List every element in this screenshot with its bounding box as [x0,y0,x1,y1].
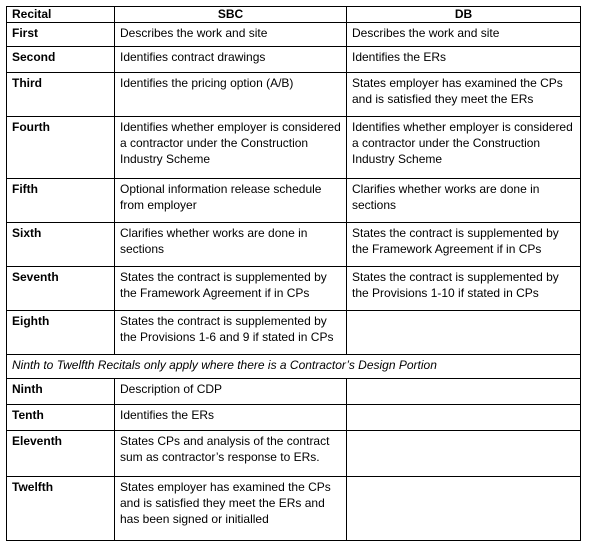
db-cell: Identifies whether employer is considered a contractor under the Construction Industry Scheme [347,117,581,179]
db-cell [347,311,581,355]
design-portion-note-row [7,355,581,379]
recital-label: Tenth [7,405,115,431]
db-cell: Identifies the ERs [347,47,581,73]
sbc-cell: Identifies whether employer is considered a contractor under the Construction Industry Scheme [115,117,347,179]
table-row [7,267,581,311]
recital-label: Twelfth [7,477,115,541]
sbc-cell: Identifies contract drawings [115,47,347,73]
recital-label: Eighth [7,311,115,355]
sbc-cell: Identifies the ERs [115,405,347,431]
header-db: DB [347,7,581,23]
design-portion-note: Ninth to Twelfth Recitals only apply where there is a Contractor’s Design Portion [7,355,581,379]
table-row [7,311,581,355]
table-row [7,379,581,405]
table-row [7,179,581,223]
table-header-row [7,7,581,23]
db-cell [347,405,581,431]
db-cell [347,431,581,477]
db-cell: States employer has examined the CPs and is satisfied they meet the ERs [347,73,581,117]
recital-label: Eleventh [7,431,115,477]
header-sbc: SBC [115,7,347,23]
table-row [7,47,581,73]
table-row [7,73,581,117]
db-cell: Clarifies whether works are done in sections [347,179,581,223]
recital-label: First [7,23,115,47]
db-cell [347,477,581,541]
db-cell: States the contract is supplemented by the Provisions 1-10 if stated in CPs [347,267,581,311]
sbc-cell: States the contract is supplemented by the Provisions 1-6 and 9 if stated in CPs [115,311,347,355]
recital-label: Fourth [7,117,115,179]
sbc-cell: States the contract is supplemented by the Framework Agreement if in CPs [115,267,347,311]
recital-label: Seventh [7,267,115,311]
recitals-comparison-frame [6,6,580,551]
sbc-cell: Optional information release schedule from employer [115,179,347,223]
table-row [7,431,581,477]
sbc-cell: States CPs and analysis of the contract sum as contractor’s response to ERs. [115,431,347,477]
sbc-cell: Description of CDP [115,379,347,405]
db-cell [347,379,581,405]
sbc-cell: Clarifies whether works are done in sections [115,223,347,267]
sbc-cell: Identifies the pricing option (A/B) [115,73,347,117]
sbc-cell: States employer has examined the CPs and is satisfied they meet the ERs and has been signed or initialled [115,477,347,541]
header-recital: Recital [7,7,115,23]
table-row [7,405,581,431]
recital-label: Ninth [7,379,115,405]
db-cell: Describes the work and site [347,23,581,47]
db-cell: States the contract is supplemented by the Framework Agreement if in CPs [347,223,581,267]
table-row [7,23,581,47]
table-row [7,223,581,267]
table-row [7,117,581,179]
recitals-table [6,6,581,541]
recital-label: Second [7,47,115,73]
recital-label: Sixth [7,223,115,267]
table-row [7,477,581,541]
recital-label: Third [7,73,115,117]
sbc-cell: Describes the work and site [115,23,347,47]
recital-label: Fifth [7,179,115,223]
